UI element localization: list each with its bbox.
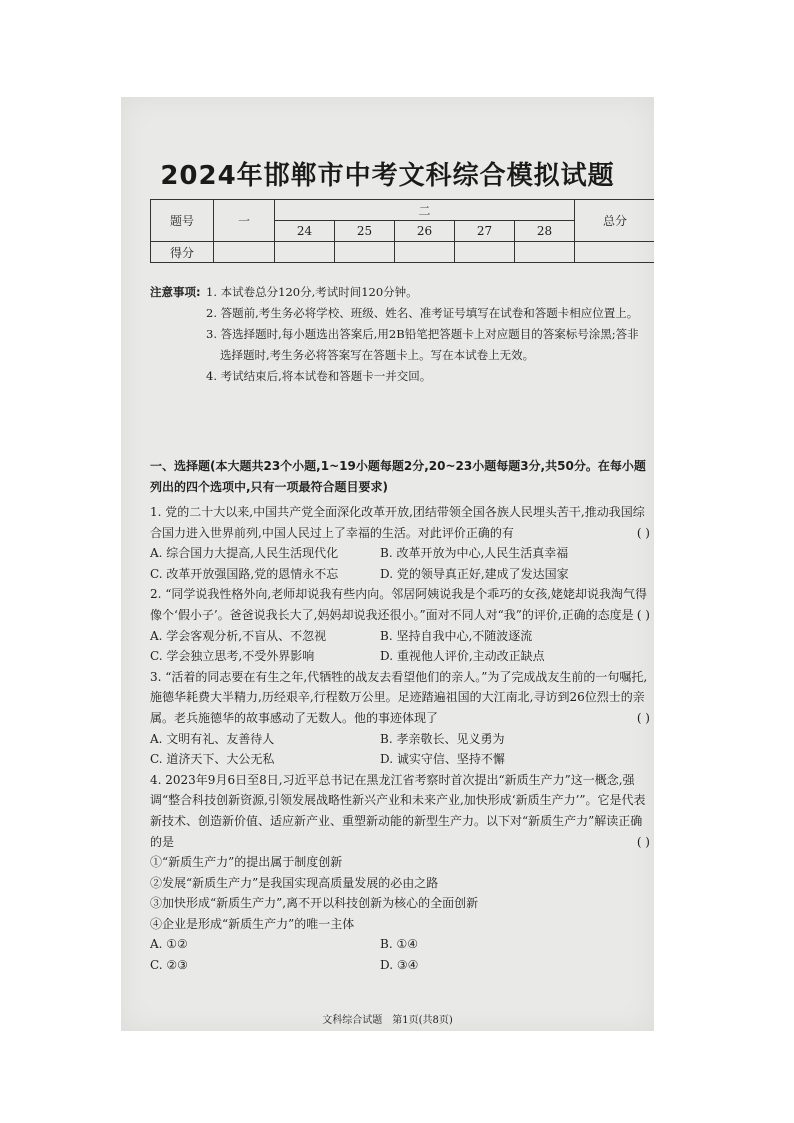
question-stem: 4. 2023年9月6日至8日,习近平总书记在黑龙江省考察时首次提出“新质生产力”这一概念,强调“整合科技创新资源,引领发展战略性新兴产业和未来产业,加快形成‘新质生产力’”。它是代表新技术、创造新价值、适应新产业、重塑新动能的新型生产力。以下对“新质生产力”解读正确的是 [150, 772, 646, 849]
statement: ①“新质生产力”的提出属于制度创新 [150, 855, 343, 870]
question-stem: 2. “同学说我性格外向,老师却说我有些内向。邻居阿姨说我是个乖巧的女孩,姥姥却说我淘气得像个‘假小子’。爸爸说我长大了,妈妈却说我还很小。”面对不同人对“我”的评价,正确的态度是 [150, 587, 648, 622]
question-3 [150, 667, 650, 770]
option: D. 重视他人评价,主动改正缺点 [380, 649, 545, 664]
score-cell [515, 242, 575, 263]
row-label-number: 题号 [151, 200, 214, 242]
section-heading: 一、选择题(本大题共23个小题,1~19小题每题2分,20~23小题每题3分,共50分。在每小题列出的四个选项中,只有一项最符合题目要求) [150, 459, 646, 494]
score-cell [455, 242, 515, 263]
score-cell [214, 242, 275, 263]
sub-number: 26 [395, 221, 455, 242]
option: B. 坚持自我中心,不随波逐流 [380, 628, 533, 643]
answer-paren: ( ) [636, 710, 650, 725]
score-cell [395, 242, 455, 263]
question-4 [150, 770, 650, 976]
option: D. ③④ [380, 958, 419, 973]
row-label-score: 得分 [151, 242, 214, 263]
score-cell [335, 242, 395, 263]
option: B. 改革开放为中心,人民生活真幸福 [380, 546, 569, 561]
option: C. 改革开放强国路,党的恩情永不忘 [150, 566, 339, 581]
note-item: 2. 答题前,考生务必将学校、班级、姓名、准考证号填写在试卷和答题卡相应位置上。 [206, 306, 639, 320]
option: B. 孝亲敬长、见义勇为 [380, 731, 505, 746]
question-stem: 1. 党的二十大以来,中国共产党全面深化改革开放,团结带领全国各族人民埋头苦干,推动我国综合国力进入世界前列,中国人民过上了幸福的生活。对此评价正确的有 [150, 505, 645, 540]
part-two-header: 二 [275, 200, 575, 221]
question-list [150, 502, 650, 976]
page-title: 2024年邯郸市中考文科综合模拟试题 [160, 161, 615, 191]
notes-block [150, 282, 650, 387]
note-item: 1. 本试卷总分120分,考试时间120分钟。 [206, 285, 418, 299]
sub-number: 27 [455, 221, 515, 242]
question-stem: 3. “活着的同志要在有生之年,代牺牲的战友去看望他们的亲人。”为了完成战友生前的一句嘱托,施德华耗费大半精力,历经艰辛,行程数万公里。足迹踏遍祖国的大江南北,寻访到26位烈士的亲属。老兵施德华的故事感动了无数人。他的事迹体现了 [150, 669, 648, 725]
option: A. 学会客观分析,不盲从、不忽视 [150, 628, 327, 643]
question-2 [150, 584, 650, 666]
sub-number: 25 [335, 221, 395, 242]
statement: ②发展“新质生产力”是我国实现高质量发展的必由之路 [150, 875, 439, 890]
option: C. 道济天下、大公无私 [150, 752, 275, 767]
option: A. 文明有礼、友善待人 [150, 731, 275, 746]
statement: ③加快形成“新质生产力”,离不开以科技创新为核心的全面创新 [150, 896, 479, 911]
sub-number: 24 [275, 221, 335, 242]
score-cell [275, 242, 335, 263]
statement: ④企业是形成“新质生产力”的唯一主体 [150, 916, 355, 931]
sub-number: 28 [515, 221, 575, 242]
option: B. ①④ [380, 937, 418, 952]
option: C. ②③ [150, 958, 188, 973]
part-one-header: 一 [214, 200, 275, 242]
score-table [150, 199, 654, 263]
option: D. 党的领导真正好,建成了发达国家 [380, 566, 569, 581]
note-item: 4. 考试结束后,将本试卷和答题卡一并交回。 [206, 369, 432, 383]
question-1 [150, 502, 650, 584]
option: C. 学会独立思考,不受外界影响 [150, 649, 315, 664]
option: A. 综合国力大提高,人民生活现代化 [150, 546, 339, 561]
exam-paper [121, 97, 654, 1031]
option: A. ①② [150, 937, 188, 952]
notes-label: 注意事项: [150, 285, 201, 299]
page-footer: 文科综合试题 第1页(共8页) [322, 1015, 453, 1026]
answer-paren: ( ) [636, 607, 650, 622]
score-cell [575, 242, 655, 263]
total-header: 总分 [575, 200, 655, 242]
answer-paren: ( ) [636, 525, 650, 540]
option: D. 诚实守信、坚持不懈 [380, 752, 505, 767]
answer-paren: ( ) [636, 834, 650, 849]
note-item: 3. 答选择题时,每小题选出答案后,用2B铅笔把答题卡上对应题目的答案标号涂黑;答非选择题时,考生务必将答案写在答题卡上。写在本试卷上无效。 [206, 327, 639, 362]
